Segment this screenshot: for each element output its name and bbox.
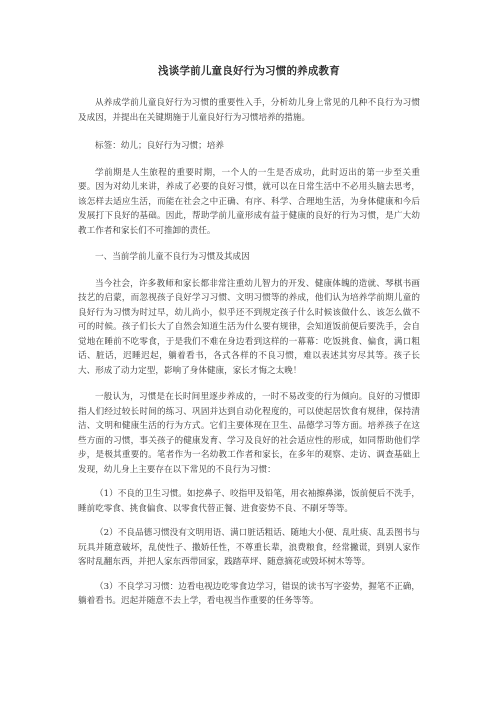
keywords-line: 标签：幼儿；良好行为习惯；培养 [95,141,224,151]
section-heading: 一、当前学前儿童不良行为习惯及其成因 [95,252,250,262]
list-item-study: （3）不良学习习惯：边看电视边吃零食边学习，错误的读书写字姿势，握笔不正确，躺着看书。迟起并随意不去上学，看电视当作重要的任务等等。 [78,581,420,606]
body-paragraph: 当今社会，许多教师和家长都非常注重幼儿智力的开发、健康体魄的造就、琴棋书画技艺的启蒙，而忽视孩子良好学习习惯、文明习惯等的养成，他们认为培养学前期儿童的良好行为习惯为时过早，幼儿尚小，似乎还不到规定孩子什么时候该做什么、该怎么做不可的时候。孩子们长大了自然会知道生活为什么要有规律，会知道饭前便后要洗手，会自觉地在睡前不吃零食，于是我们不难在身边看到这样的一幕幕：吃饭挑食、偏食，满口粗话、脏话，迟睡迟起，躺着看书，各式各样的不良习惯，难以表述其穷尽其等。孩子长大、形成了动力定型，影响了身体健康，家长才悔之太晚！ [78,278,420,376]
body-paragraph: 学前期是人生旅程的重要时期，一个人的一生是否成功，此时迈出的第一步至关重要。因为对幼儿来讲，养成了必要的良好习惯，就可以在日常生活中不必用头脑去思考，该怎样去适应生活，而能在社会之中正确、有序、科学、合理地生活，为身体健康和今后发展打下良好的基础。因此，帮助学前儿童形成有益于健康的良好的行为习惯，是广大幼教工作者和家长们不可推卸的责任。 [78,167,420,236]
document-title: 浅谈学前儿童良好行为习惯的养成教育 [158,65,340,77]
document-page [78,0,420,609]
list-item-morality: （2）不良品德习惯没有文明用语、满口脏话粗话、随地大小便、乱吐痰、乱丢图书与玩具并随意破坏，乱使性子、撒娇任性，不尊重长辈，浪费粮食，经常撇谎，到别人家作客时乱翻东西，并把人家东西带回家，践踏草坪、随意摘花或毁坏树木等等。 [78,528,420,567]
list-item-hygiene: （1）不良的卫生习惯。如挖鼻子、咬指甲及铅笔，用衣袖擦鼻涕，饭前便后不洗手，睡前吃零食、挑食偏食、以零食代替正餐、进食姿势不良、不刷牙等等。 [78,489,420,514]
body-paragraph: 一般认为，习惯是在长时间里逐步养成的，一时不易改变的行为倾向。良好的习惯即指人们经过较长时间的练习、巩固并达到自动化程度的，可以使起居饮食有规律，保持清洁、文明和健康生活的行为方式。它们主要体现在卫生、品德学习等方面。培养孩子在这些方面的习惯，事关孩子的健康发育、学习及良好的社会适应性的形成，如同帮助他们学步，是极其重要的。笔者作为一名幼教工作者和家长，在多年的观察、走访、调查基础上发现，幼儿身上主要存在以下常见的不良行为习惯： [78,392,420,475]
abstract-paragraph: 从养成学前儿童良好行为习惯的重要性入手，分析幼儿身上常见的几种不良行为习惯及成因，并提出在关键期施于儿童良好行为习惯培养的措施。 [78,98,420,123]
